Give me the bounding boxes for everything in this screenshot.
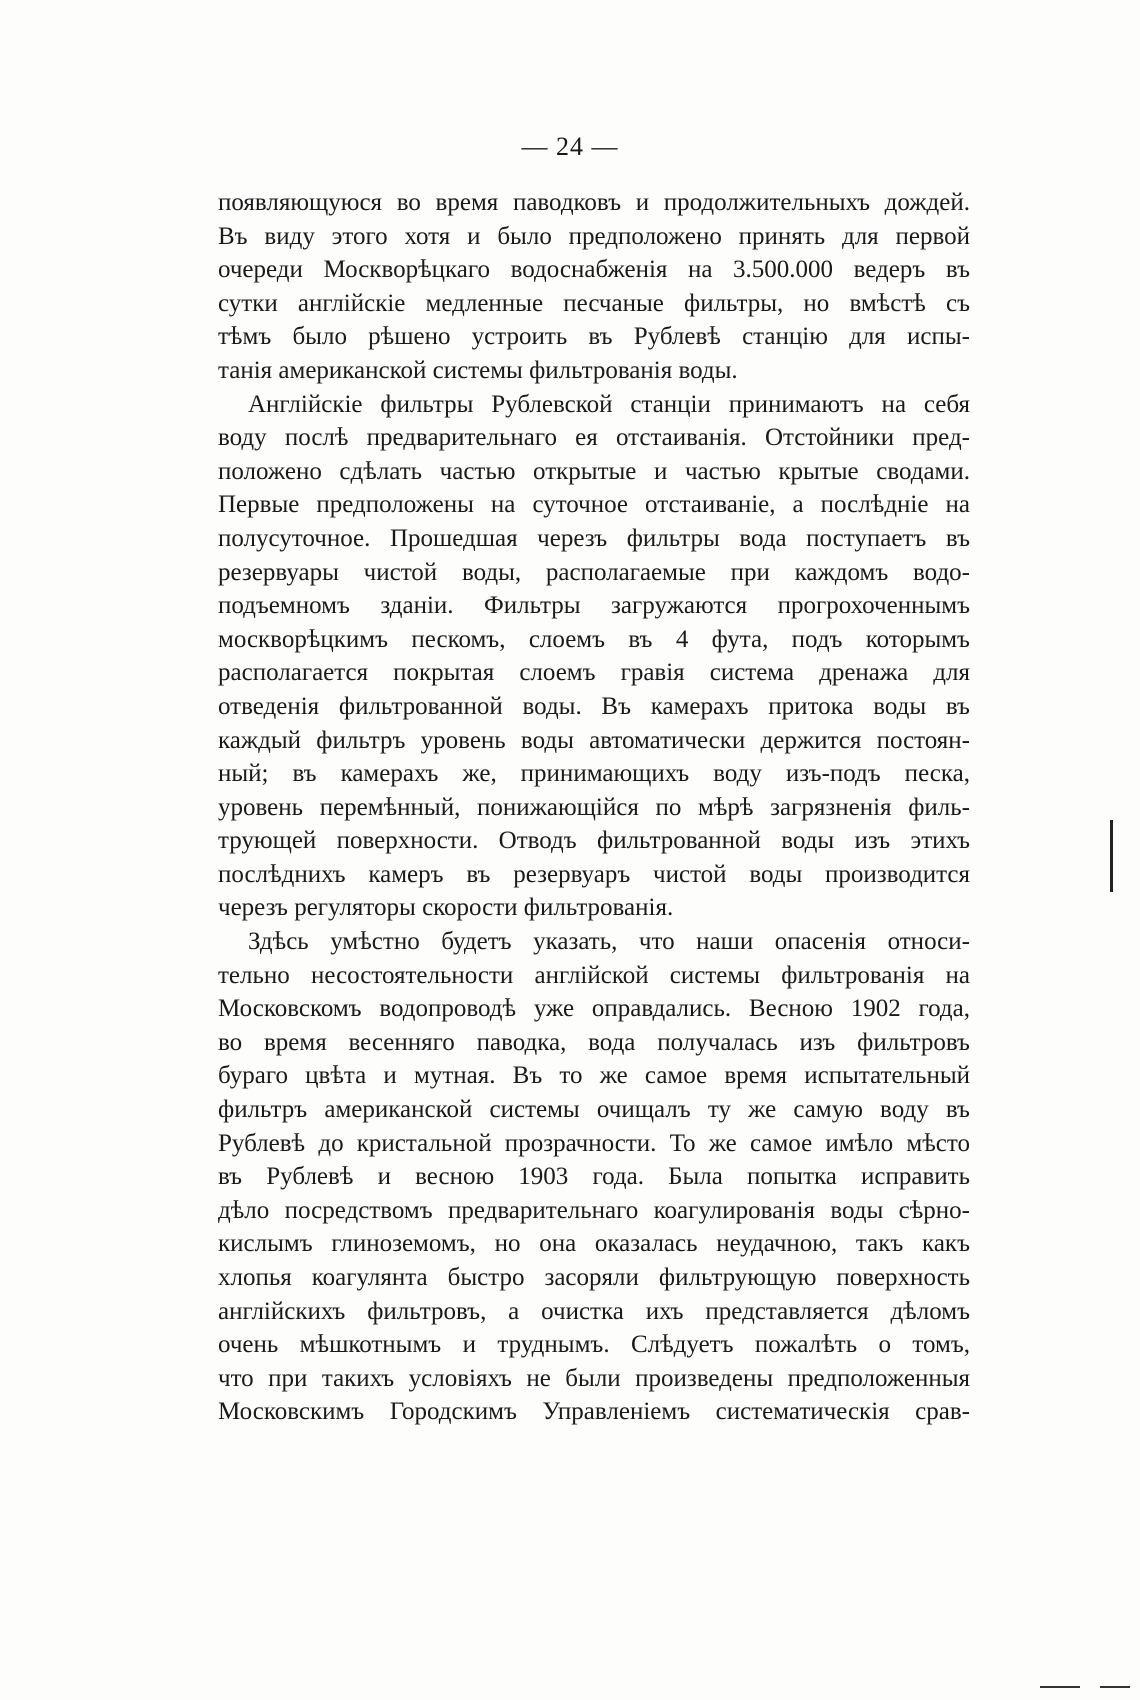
text-line: бураго цвѣта и мутная. Въ то же самое время испытательный <box>218 1062 970 1090</box>
text-line: англійскихъ фильтровъ, а очистка ихъ представляется дѣломъ <box>218 1297 970 1325</box>
text-line: Первые предположены на суточное отстаиваніе, а послѣдніе на <box>218 491 970 519</box>
text-line: появляющуюся во время паводковъ и продолжительныхъ дождей. <box>218 189 970 216</box>
text-line: уровень перемѣнный, понижающійся по мѣрѣ загрязненія филь- <box>218 793 970 821</box>
text-line: воду послѣ предварительнаго ея отстаиванія. Отстойники пред- <box>218 424 970 452</box>
text-line: фильтръ американской системы очищалъ ту же самую воду въ <box>218 1096 970 1124</box>
text-line: подъемномъ зданіи. Фильтры загружаются прогрохоченнымъ <box>218 592 970 620</box>
paragraph <box>218 925 970 1429</box>
text-line: Московскимъ Городскимъ Управленіемъ систематическія срав- <box>218 1398 970 1426</box>
paragraph <box>218 186 970 388</box>
text-line: отведенія фильтрованной воды. Въ камерахъ притока воды въ <box>218 692 970 720</box>
text-line: Рублевѣ до кристальной прозрачности. То же самое имѣло мѣсто <box>218 1129 970 1157</box>
text-line: очереди Москворѣцкаго водоснабженія на 3.500.000 ведеръ въ <box>218 256 970 284</box>
text-line: черезъ регуляторы скорости фильтрованія. <box>218 894 674 922</box>
text-line: сутки англійскіе медленные песчаные фильтры, но вмѣстѣ съ <box>218 289 970 317</box>
text-line: тѣмъ было рѣшено устроить въ Рублевѣ станцію для испы- <box>218 323 970 351</box>
text-line: полусуточное. Прошедшая черезъ фильтры вода поступаетъ въ <box>218 524 970 552</box>
text-line: каждый фильтръ уровень воды автоматически держится постоян- <box>218 726 970 754</box>
text-line: москворѣцкимъ пескомъ, слоемъ въ 4 фута, подъ которымъ <box>218 625 970 653</box>
scan-edge-mark <box>1040 1686 1080 1688</box>
text-line: во время весенняго паводка, вода получалась изъ фильтровъ <box>218 1028 970 1056</box>
text-line: Здѣсь умѣстно будетъ указать, что наши опасенія относи- <box>248 928 970 956</box>
scan-edge-mark <box>1100 1686 1130 1688</box>
text-line: дѣло посредствомъ предварительнаго коагулированія воды сѣрно- <box>218 1196 970 1224</box>
text-line: положено сдѣлать частью открытые и частью крытые сводами. <box>218 457 970 485</box>
text-line: Англійскіе фильтры Рублевской станціи принимаютъ на себя <box>248 390 970 418</box>
text-line: въ Рублевѣ и весною 1903 года. Была попытка исправить <box>218 1163 970 1191</box>
text-line: хлопья коагулянта быстро засоряли фильтрующую поверхность <box>218 1264 970 1291</box>
text-line: резервуары чистой воды, располагаемые при каждомъ водо- <box>218 558 970 586</box>
text-line: трующей поверхности. Отводъ фильтрованной воды изъ этихъ <box>218 827 970 855</box>
text-line: послѣднихъ камеръ въ резервуаръ чистой воды производится <box>218 860 970 888</box>
scan-margin-mark <box>1110 820 1113 892</box>
text-line: кислымъ глиноземомъ, но она оказалась неудачною, такъ какъ <box>218 1230 970 1258</box>
text-line: очень мѣшкотнымъ и труднымъ. Слѣдуетъ пожалѣть о томъ, <box>218 1331 970 1359</box>
text-line: танія американской системы фильтрованія воды. <box>218 356 738 384</box>
text-line: тельно несостоятельности англійской системы фильтрованія на <box>218 961 970 989</box>
text-line: Московскомъ водопроводѣ уже оправдались. Весною 1902 года, <box>218 995 970 1023</box>
body-text <box>218 186 970 1429</box>
text-line: ный; въ камерахъ же, принимающихъ воду изъ-подъ песка, <box>218 760 970 788</box>
text-line: что при такихъ условіяхъ не были произведены предположенныя <box>218 1364 970 1392</box>
page-number: — 24 — <box>521 132 619 161</box>
text-line: располагается покрытая слоемъ гравія система дренажа для <box>218 659 970 687</box>
paragraph <box>218 388 970 926</box>
text-line: Въ виду этого хотя и было предположено принять для первой <box>218 222 970 250</box>
